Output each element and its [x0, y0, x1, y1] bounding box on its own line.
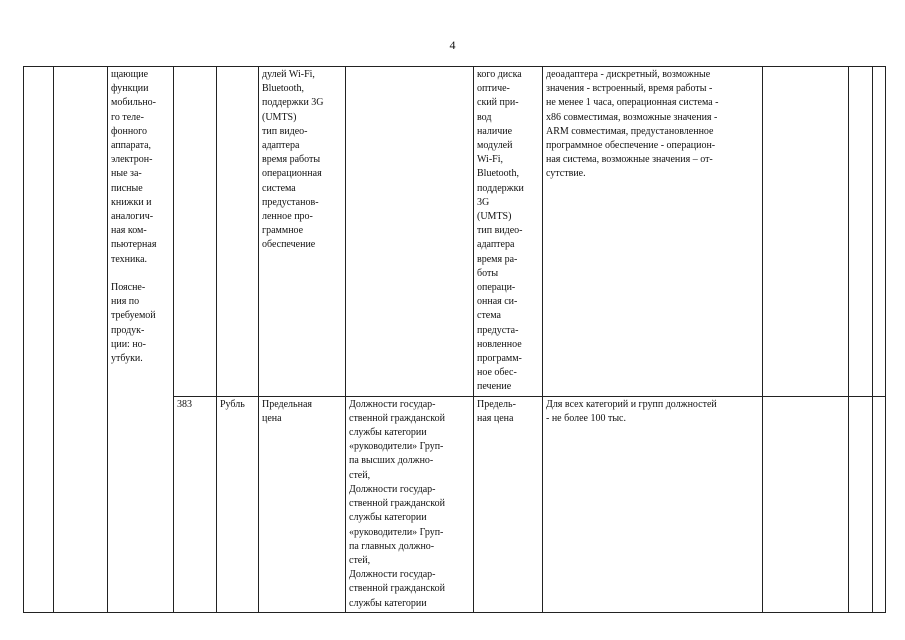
table-cell-product-description: щающие функции мобильно- го теле- фонного аппарата, электрон- ные за- писные книжки и аналогич- ная ком- пьютерная техника. Поясне- ния по требуемой продук- ции: но- утбуки. — [108, 67, 174, 613]
table-cell-positions: Должности государ- ственной гражданской службы категории «руководители» Груп- па высших должно- стей, Должности государ- ственной гражданской службы категории «руководители» Груп- па главных должно- стей, Должности государ- ственной гражданской службы категории — [346, 396, 474, 612]
table-cell-col12 — [873, 396, 886, 612]
table-cell-col2 — [54, 67, 108, 613]
table-cell-code — [174, 67, 217, 397]
table-cell-col10 — [763, 67, 849, 397]
table-row — [24, 67, 886, 397]
table-cell-code: 383 — [174, 396, 217, 612]
table-cell-values: деоадаптера - дискретный, возможные значения - встроенный, время работы - не менее 1 часа, операционная система - x86 совместимая, возможные значения - ARM совместимая, предустановленное программное обеспечение - операцион- ная система, возможные значения – от- сутствие. — [543, 67, 763, 397]
table-cell-characteristics-2: Предель- ная цена — [474, 396, 543, 612]
page-number: 4 — [449, 38, 456, 52]
table-cell-characteristics: Предельная цена — [259, 396, 346, 612]
table-cell-col1 — [24, 67, 54, 613]
requirements-table — [23, 66, 886, 613]
table-cell-values: Для всех категорий и групп должностей - не более 100 тыс. — [543, 396, 763, 612]
table-cell-characteristics: дулей Wi-Fi, Bluetooth, поддержки 3G (UMTS) тип видео- адаптера время работы операционная система предустанов- ленное про- граммное обеспечение — [259, 67, 346, 397]
table-cell-col11 — [849, 67, 873, 397]
table-cell-col10 — [763, 396, 849, 612]
table-cell-positions — [346, 67, 474, 397]
table-cell-characteristics-2: кого диска оптиче- ский при- вод наличие модулей Wi-Fi, Bluetooth, поддержки 3G (UMTS) тип видео- адаптера время ра- боты операци- онная си- стема предуста- новленное программ- ное обес- печение — [474, 67, 543, 397]
table-cell-col12 — [873, 67, 886, 397]
table-cell-col11 — [849, 396, 873, 612]
table-cell-unit: Рубль — [217, 396, 259, 612]
table-cell-unit — [217, 67, 259, 397]
